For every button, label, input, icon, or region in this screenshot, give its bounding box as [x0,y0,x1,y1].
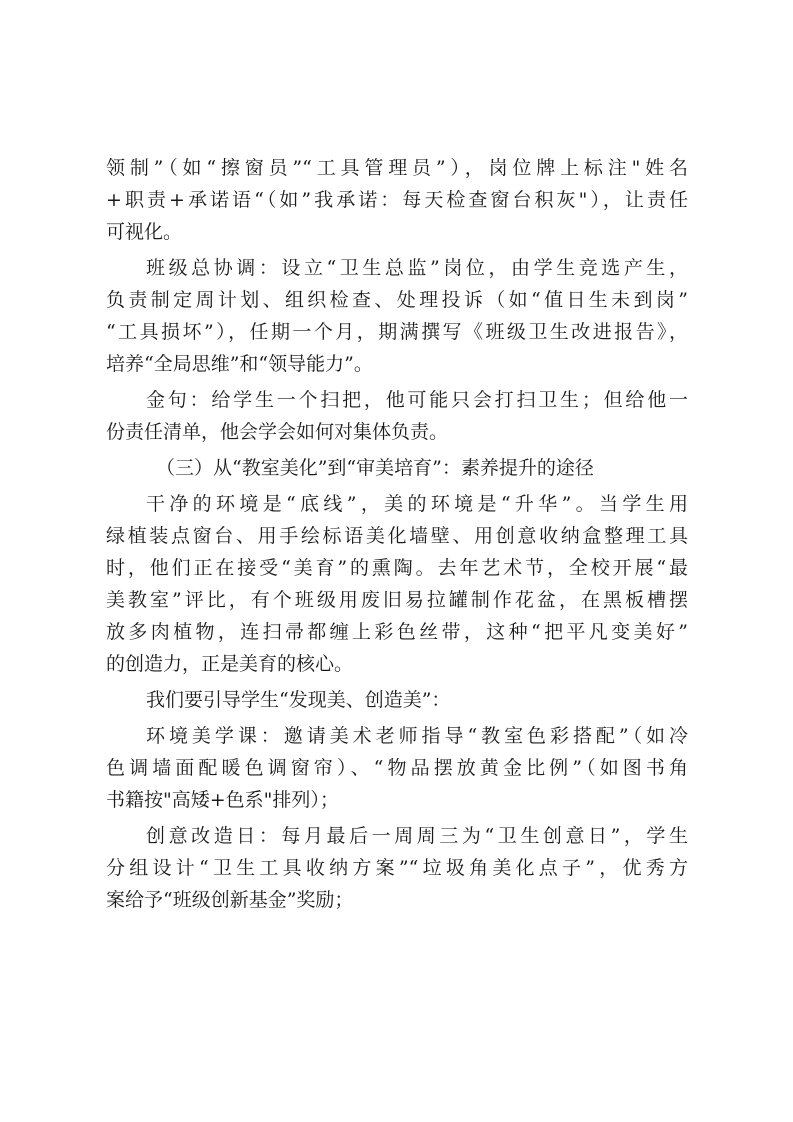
text-line: 的创造力，正是美育的核心。 [106,653,354,675]
text-line: 份责任清单，他会学会如何对集体负责。 [106,421,449,443]
text-line: 案给予“班级创新基金”奖励； [106,889,354,911]
text-line: +职责+承诺语“（如”我承诺：每天检查窗台积灰"），让责任 [106,189,688,211]
text-line: 可视化。 [106,221,183,243]
paragraph-3 [106,384,688,448]
heading-text: （三）从“教室美化”到“审美培育”：素养提升的途径 [156,457,594,479]
text-line: “工具损坏”），任期一个月，期满撰写《班级卫生改进报告》， [106,321,688,343]
paragraph-1 [106,152,688,248]
text-line: 负责制定周计划、组织检查、处理投诉（如“值日生未到岗” [106,289,688,311]
text-line: 分组设计“卫生工具收纳方案”“垃圾角美化点子”，优秀方 [106,857,688,879]
text-line: 放多肉植物，连扫帚都缠上彩色丝带，这种“把平凡变美好” [106,621,688,643]
text-line: 金句：给学生一个扫把，他可能只会打扫卫生；但给他一 [146,389,688,411]
text-line: 班级总协调：设立“卫生总监”岗位，由学生竞选产生， [146,257,688,279]
text-line: 绿植装点窗台、用手绘标语美化墙壁、用创意收纳盒整理工具 [106,525,688,547]
text-line: 书籍按"高矮+色系"排列）； [106,789,339,811]
text-line: 领制”（如“擦窗员”“工具管理员”），岗位牌上标注"姓名 [106,157,688,179]
text-line: 美教室”评比，有个班级用废旧易拉罐制作花盆，在黑板槽摆 [106,589,688,611]
paragraph-8 [106,820,688,916]
text-line: 创意改造日：每月最后一周周三为“卫生创意日”，学生 [146,825,688,847]
text-line: 我们要引导学生“发现美、创造美”： [146,689,451,711]
text-line: 色调墙面配暖色调窗帘）、“物品摆放黄金比例”（如图书角 [106,757,688,779]
text-line: 时，他们正在接受“美育”的熏陶。去年艺术节，全校开展“最 [106,557,688,579]
text-line: 培养“全局思维”和“领导能力”。 [106,353,373,375]
text-line: 环境美学课：邀请美术老师指导“教室色彩搭配”（如冷 [146,725,688,747]
paragraph-6 [106,684,688,716]
document-body [106,152,688,916]
text-line: 干净的环境是“底线”，美的环境是“升华”。当学生用 [146,493,688,515]
paragraph-2 [106,252,688,380]
section-heading [106,452,688,484]
paragraph-7 [106,720,688,816]
paragraph-5 [106,488,688,680]
